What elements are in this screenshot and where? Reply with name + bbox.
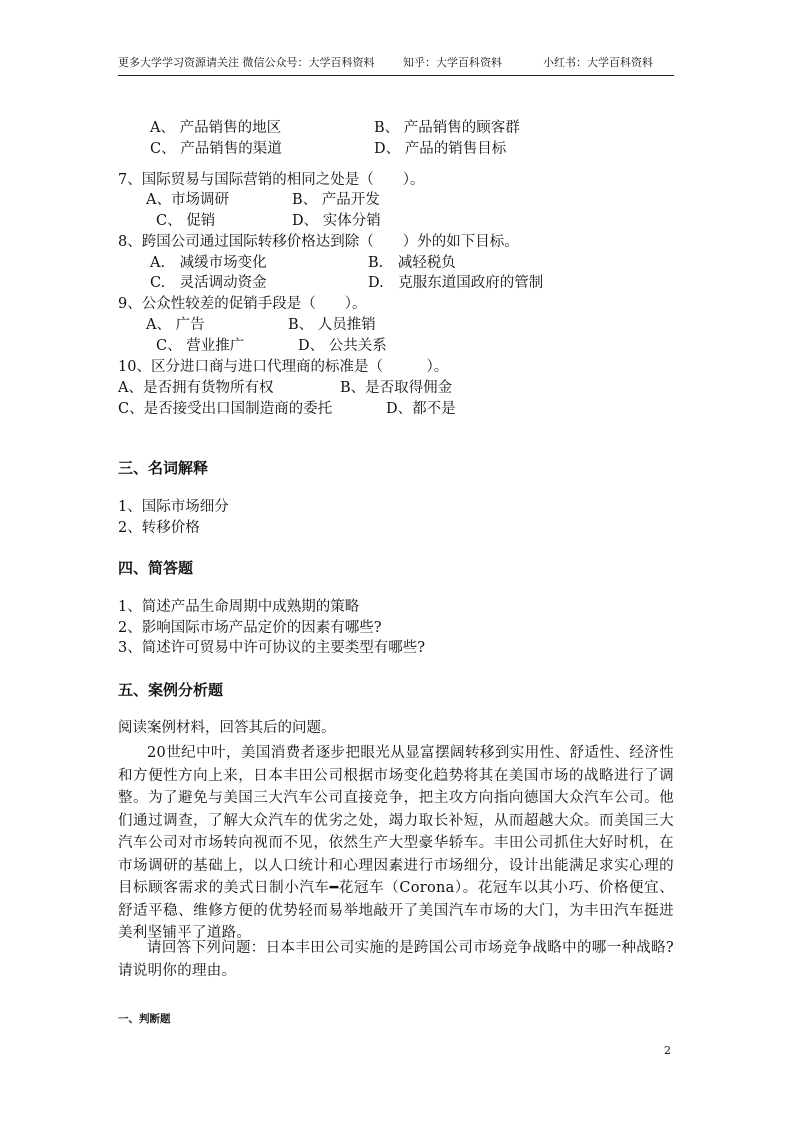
q9-option-a: A、 广告 — [146, 317, 205, 333]
section-3-item-1: 1、国际市场细分 — [118, 499, 229, 515]
q7-stem: 7、国际贸易与国际营销的相同之处是（ ）。 — [118, 172, 425, 188]
q10-option-b: B、是否取得佣金 — [340, 380, 453, 396]
q8-stem: 8、跨国公司通过国际转移价格达到除（ ）外的如下目标。 — [118, 234, 519, 250]
section-4-title: 四、简答题 — [118, 559, 194, 577]
q6-option-b: B、 产品销售的顾客群 — [374, 120, 520, 136]
header-mid: 知乎：大学百科资料 — [403, 56, 502, 69]
q9-option-c: C、 营业推广 — [156, 338, 245, 354]
header-left: 更多大学学习资源请关注 微信公众号：大学百科资料 — [118, 56, 375, 69]
page-number: 2 — [664, 1044, 671, 1057]
q9-option-d: D、 公共关系 — [298, 338, 387, 354]
q7-option-b: B、 产品开发 — [292, 192, 380, 208]
section-5-title: 五、案例分析题 — [118, 681, 224, 699]
header-right: 小红书：大学百科资料 — [543, 56, 653, 69]
case-intro: 阅读案例材料，回答其后的问题。 — [118, 720, 336, 736]
q10-stem: 10、区分进口商与进口代理商的标准是（ ）。 — [118, 359, 449, 375]
q9-stem: 9、公众性较差的促销手段是（ ）。 — [118, 296, 367, 312]
q8-option-a: A. 减缓市场变化 — [150, 255, 267, 271]
q8-option-b: B. 减轻税负 — [368, 255, 456, 271]
q6-option-c: C、 产品销售的渠道 — [150, 141, 282, 157]
case-question: 请回答下列问题：日本丰田公司实施的是跨国公司市场竞争战略中的哪一种战略?请说明你的理由。 — [118, 940, 674, 979]
section-4-item-1: 1、简述产品生命周期中成熟期的策略 — [118, 599, 360, 615]
q7-option-a: A、市场调研 — [146, 192, 229, 208]
q9-option-b: B、 人员推销 — [288, 317, 376, 333]
section-4-item-2: 2、影响国际市场产品定价的因素有哪些? — [118, 620, 382, 636]
q6-option-a: A、 产品销售的地区 — [150, 120, 282, 136]
q10-option-d: D、都不是 — [386, 401, 456, 417]
section-4-item-3: 3、简述许可贸易中许可协议的主要类型有哪些? — [118, 640, 425, 656]
page-header — [118, 56, 674, 76]
q10-option-c: C、是否接受出口国制造商的委托 — [118, 401, 333, 417]
section-3-item-2: 2、转移价格 — [118, 520, 200, 536]
q10-option-a: A、是否拥有货物所有权 — [118, 380, 274, 396]
q7-option-c: C、 促销 — [156, 213, 216, 229]
q8-option-d: D. 克服东道国政府的管制 — [368, 275, 544, 291]
q6-option-d: D、 产品的销售目标 — [374, 141, 507, 157]
q7-option-d: D、 实体分销 — [292, 213, 381, 229]
section-3-title: 三、名词解释 — [118, 459, 209, 477]
next-section-title: 一、判断题 — [118, 1013, 171, 1025]
q8-option-c: C. 灵活调动资金 — [150, 275, 267, 291]
case-paragraph: 20世纪中叶，美国消费者逐步把眼光从显富摆阔转移到实用性、舒适性、经济性和方便性方向上来，日本丰田公司根据市场变化趋势将其在美国市场的战略进行了调整。为了避免与美国三大汽车公司直接竞争，把主攻方向指向德国大众汽车公司。他们通过调查，了解大众汽车的优劣之处，竭力取长补短，从而超越大众。而美国三大汽车公司对市场转向视而不见，依然生产大型豪华轿车。丰田公司抓住大好时机，在市场调研的基础上，以人口统计和心理因素进行市场细分，设计出能满足求实心理的目标顾客需求的美式日制小汽车━花冠车（Corona）。花冠车以其小巧、价格便宜、舒适平稳、维修方便的优势轻而易举地敲开了美国汽车市场的大门，为丰田汽车挺进美利坚铺平了道路。 — [118, 745, 674, 941]
